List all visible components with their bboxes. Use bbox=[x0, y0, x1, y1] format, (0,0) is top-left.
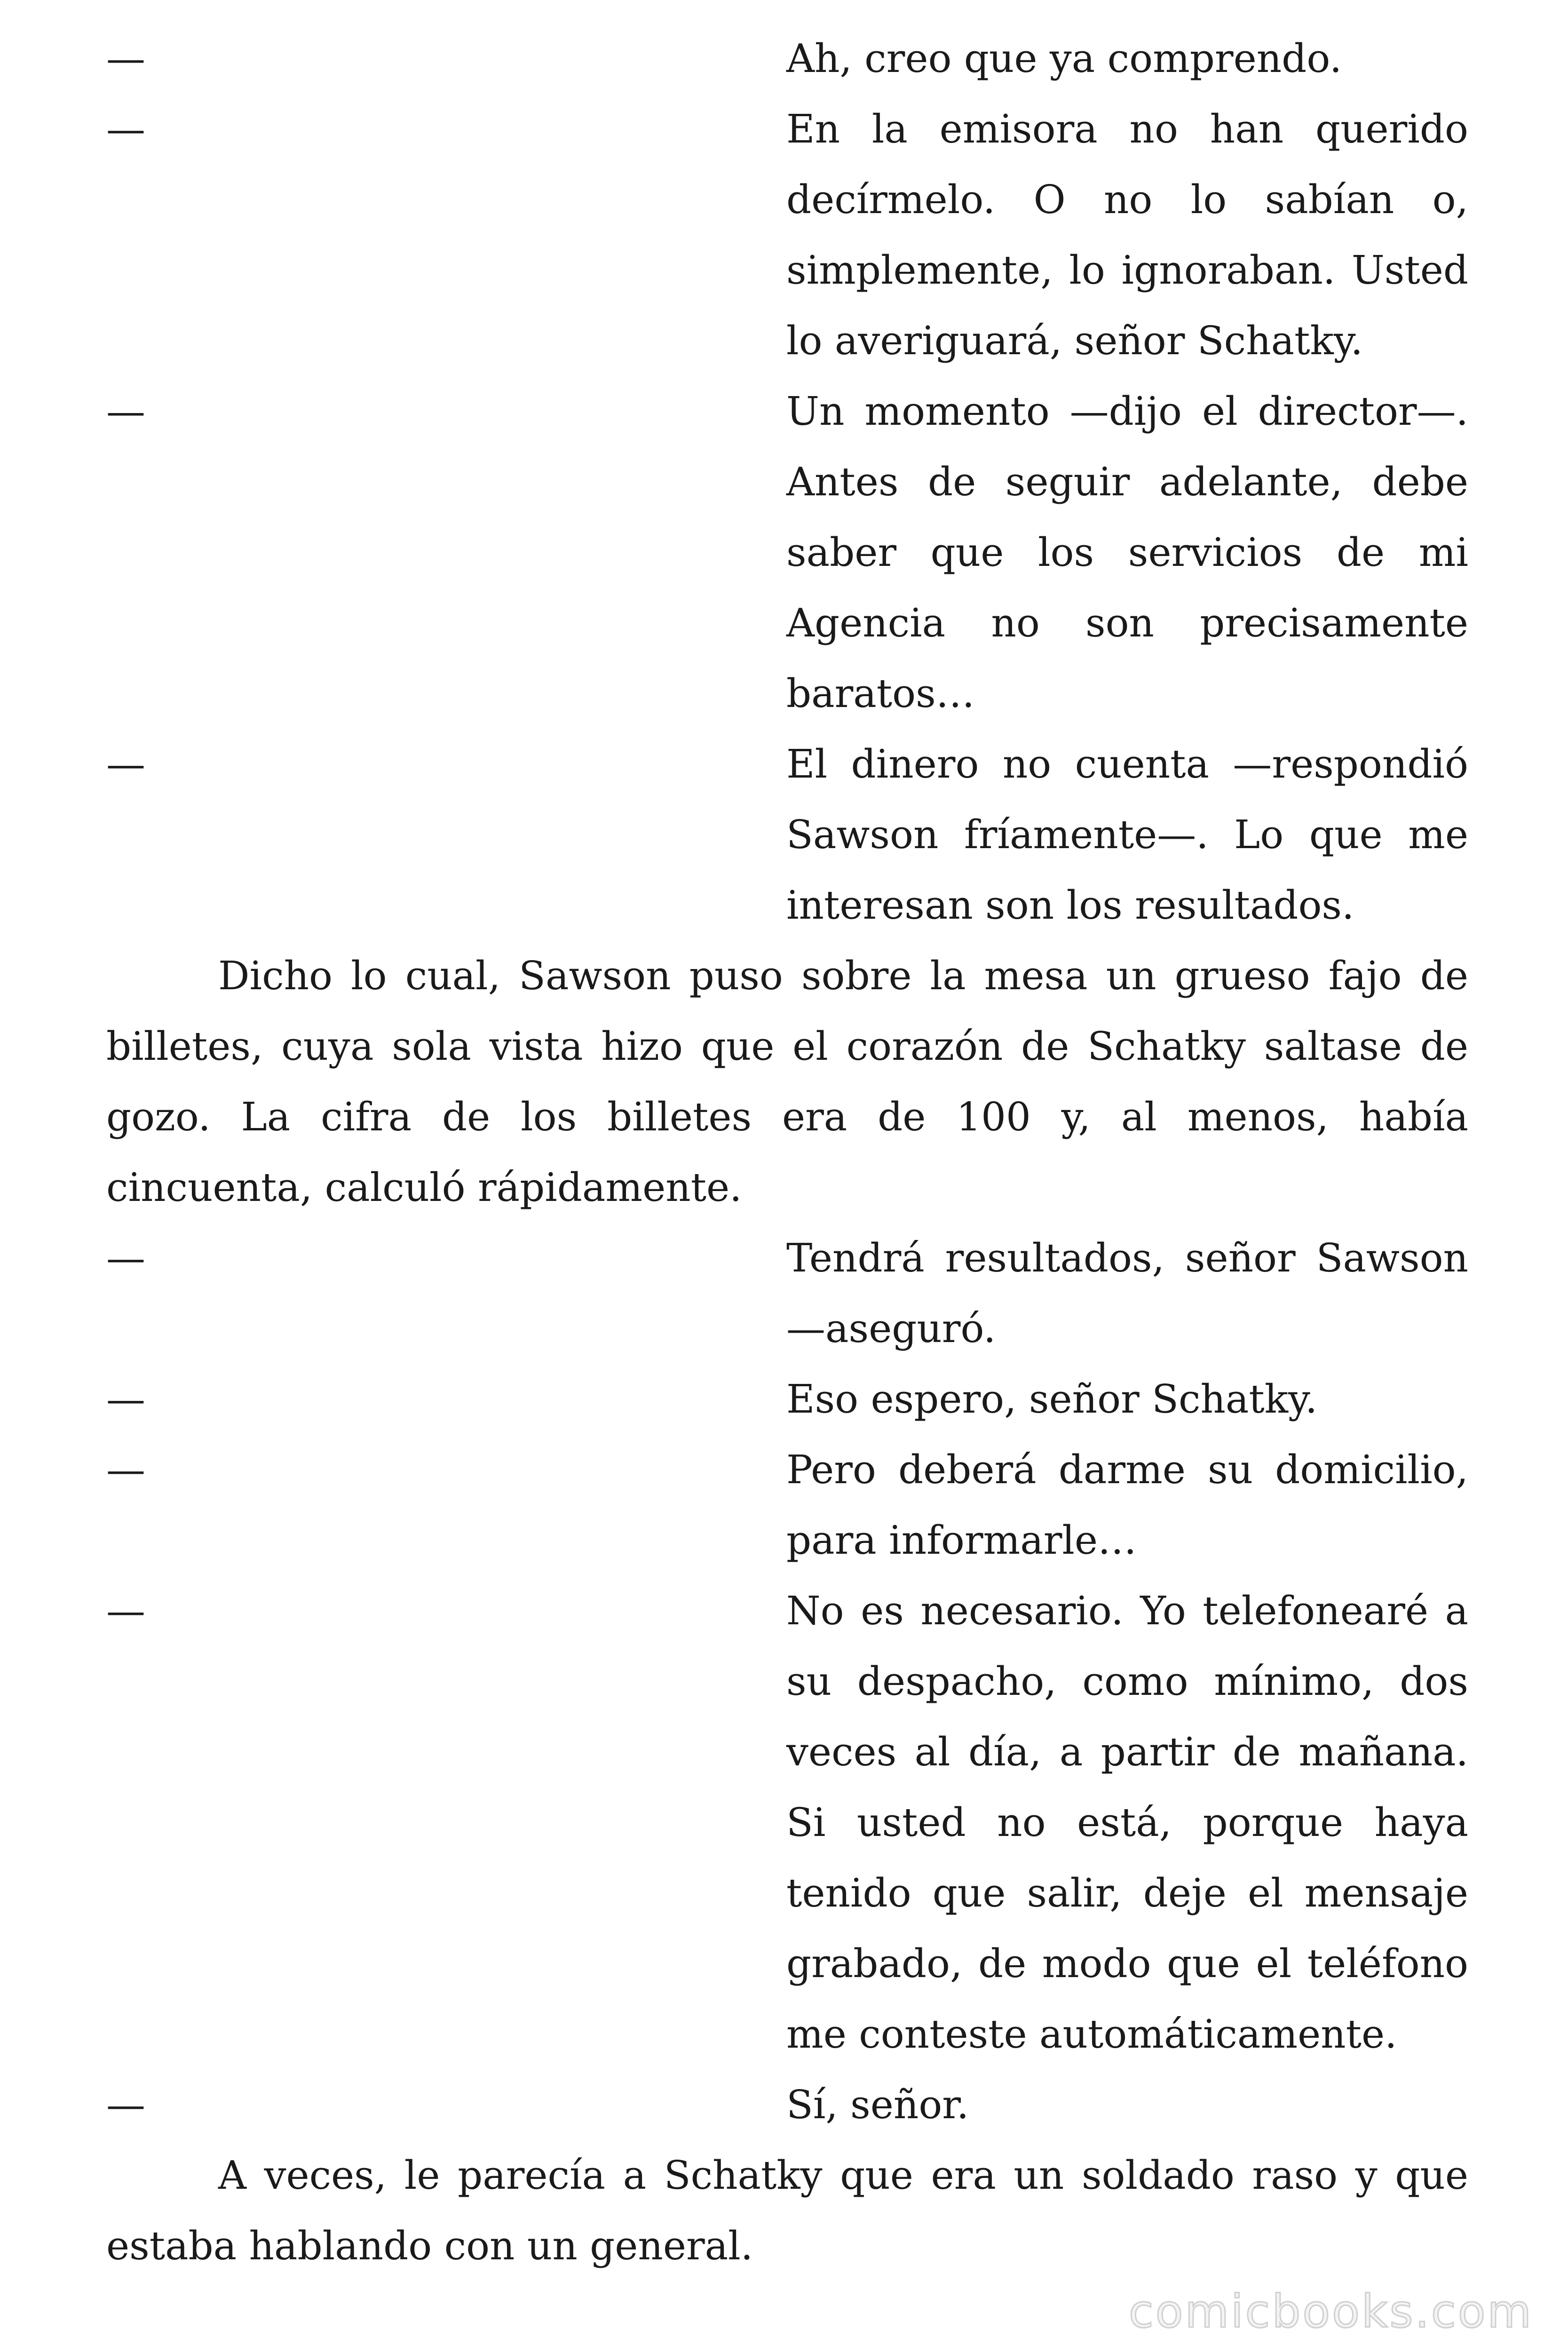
dialogue-dash: — bbox=[106, 1376, 145, 1422]
dialogue-dash: — bbox=[106, 741, 145, 787]
dialogue-line bbox=[106, 1364, 1468, 1435]
dialogue-dash: — bbox=[106, 1235, 145, 1281]
dialogue-line bbox=[106, 1223, 1468, 1364]
dialogue-dash: — bbox=[106, 36, 145, 81]
dialogue-line bbox=[106, 2070, 1468, 2140]
dialogue-text: En la emisora no han querido decírmelo. O no lo sabían o, simplemente, lo ignoraban. Usted lo averiguará, señor Schatky. bbox=[786, 106, 1468, 364]
dialogue-text: Eso espero, señor Schatky. bbox=[786, 1376, 1318, 1422]
dialogue-dash: — bbox=[106, 1447, 145, 1493]
dialogue-dash: — bbox=[106, 106, 145, 152]
dialogue-text: Pero deberá darme su domicilio, para informarle… bbox=[786, 1447, 1468, 1563]
dialogue-dash: — bbox=[106, 2082, 145, 2128]
dialogue-text: El dinero no cuenta —respondió Sawson fríamente—. Lo que me interesan son los resultados. bbox=[786, 741, 1468, 928]
dialogue-text: Tendrá resultados, señor Sawson —aseguró. bbox=[786, 1235, 1468, 1351]
dialogue-line bbox=[106, 1435, 1468, 1576]
dialogue-dash: — bbox=[106, 389, 145, 434]
dialogue-line bbox=[106, 376, 1468, 729]
dialogue-text: Sí, señor. bbox=[786, 2082, 969, 2128]
dialogue-dash: — bbox=[106, 1588, 145, 1634]
narrative-paragraph: A veces, le parecía a Schatky que era un soldado raso y que estaba hablando con un general. bbox=[106, 2153, 1468, 2269]
dialogue-line bbox=[106, 729, 1468, 941]
dialogue-text: Un momento —dijo el director—. Antes de seguir adelante, debe saber que los servicios de mi Agencia no son precisamente baratos… bbox=[786, 389, 1468, 716]
document-page bbox=[106, 24, 1468, 2281]
dialogue-text: Ah, creo que ya comprendo. bbox=[786, 36, 1342, 81]
watermark: comicbooks.com bbox=[1128, 2285, 1533, 2338]
dialogue-line bbox=[106, 24, 1468, 94]
dialogue-text: No es necesario. Yo telefonearé a su despacho, como mínimo, dos veces al día, a partir de mañana. Si usted no está, porque haya tenido que salir, deje el mensaje grabado, de modo que el teléfono me conteste automáticamente. bbox=[786, 1588, 1468, 2057]
narrative-paragraph: Dicho lo cual, Sawson puso sobre la mesa un grueso fajo de billetes, cuya sola vista hizo que el corazón de Schatky saltase de gozo. La cifra de los billetes era de 100 y, al menos, había cincuenta, calculó rápidamente. bbox=[106, 953, 1468, 1210]
dialogue-line bbox=[106, 1576, 1468, 2070]
dialogue-line bbox=[106, 94, 1468, 376]
